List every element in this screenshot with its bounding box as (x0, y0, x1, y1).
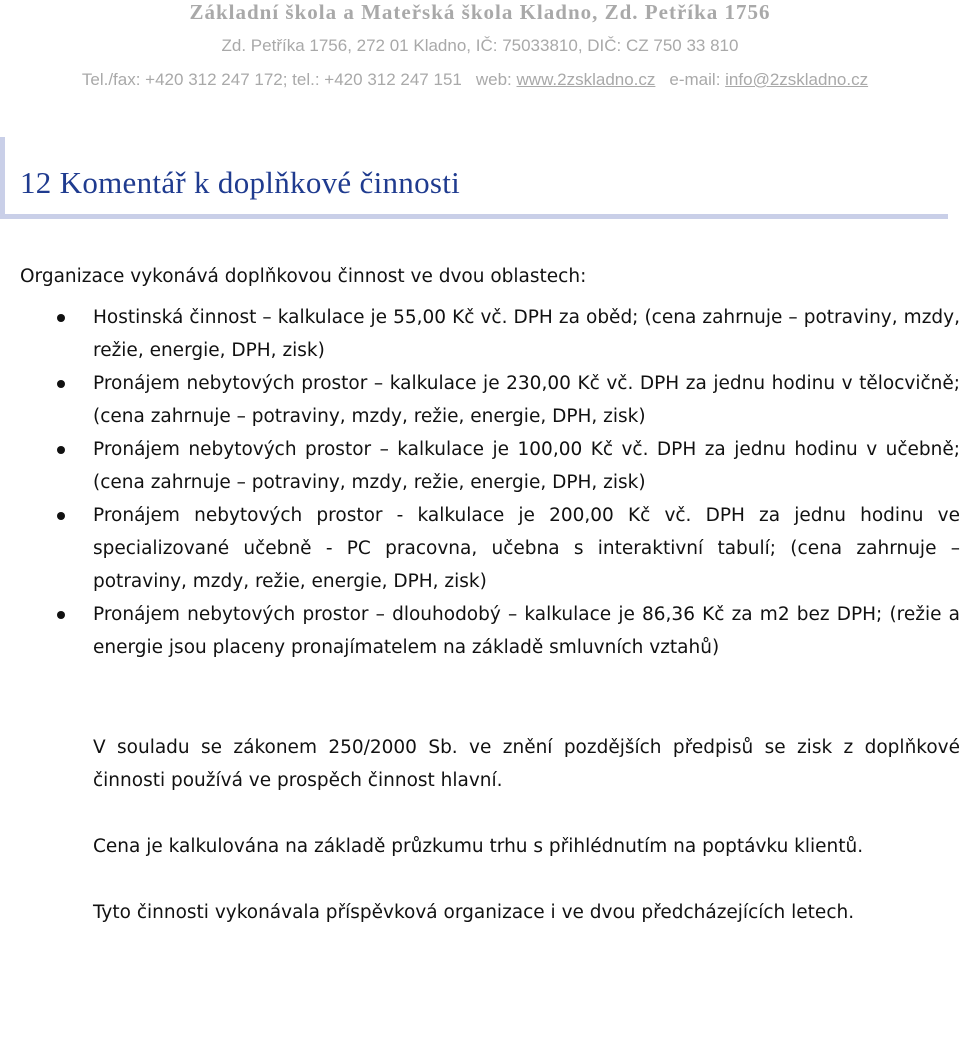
list-item (20, 499, 960, 598)
email-label: e-mail: (669, 70, 721, 89)
list-item-text: Pronájem nebytových prostor – kalkulace je 100,00 Kč vč. DPH za jednu hodinu v učebně; (cena zahrnuje – potraviny, mzdy, režie, energie, DPH, zisk) (93, 439, 960, 493)
activity-list (20, 301, 960, 664)
bullet-icon (57, 611, 65, 619)
list-item (20, 367, 960, 433)
list-item (20, 598, 960, 664)
letterhead (0, 0, 960, 90)
contact-line (0, 70, 960, 90)
paragraph-history: Tyto činnosti vykonávala příspěvková organizace i ve dvou předcházejících letech. (93, 902, 855, 923)
paragraph-law: V souladu se zákonem 250/2000 Sb. ve znění pozdějších předpisů se zisk z doplňkové činnosti používá ve prospěch činnost hlavní. (93, 737, 960, 791)
list-item-text: Pronájem nebytových prostor - kalkulace je 200,00 Kč vč. DPH za jednu hodinu ve specializované učebně - PC pracovna, učebna s interaktivní tabulí; (cena zahrnuje – potraviny, mzdy, režie, energie, DPH, zisk) (93, 505, 960, 592)
list-item-text: Pronájem nebytových prostor – kalkulace je 230,00 Kč vč. DPH za jednu hodinu v tělocvičně; (cena zahrnuje – potraviny, mzdy, režie, energie, DPH, zisk) (93, 373, 960, 427)
bullet-icon (57, 380, 65, 388)
bullet-icon (57, 446, 65, 454)
contact-phone: Tel./fax: +420 312 247 172; tel.: +420 312 247 151 (81, 70, 462, 89)
web-link[interactable]: www.2zskladno.cz (516, 70, 656, 89)
web-label: web: (475, 70, 512, 89)
school-address: Zd. Petříka 1756, 272 01 Kladno, IČ: 75033810, DIČ: CZ 750 33 810 (221, 36, 739, 55)
document-body (20, 260, 960, 929)
bullet-icon (57, 512, 65, 520)
list-item (20, 301, 960, 367)
intro-text: Organizace vykonává doplňkovou činnost ve dvou oblastech: (20, 266, 587, 287)
section-heading: 12 Komentář k doplňkové činnosti (20, 165, 461, 200)
paragraph-price: Cena je kalkulována na základě průzkumu trhu s přihlédnutím na poptávku klientů. (93, 836, 864, 857)
bullet-icon (57, 314, 65, 322)
list-item (20, 433, 960, 499)
school-name: Základní škola a Mateřská škola Kladno, Zd. Petříka 1756 (189, 0, 771, 24)
list-item-text: Hostinská činnost – kalkulace je 55,00 Kč vč. DPH za oběd; (cena zahrnuje – potraviny, mzdy, režie, energie, DPH, zisk) (93, 307, 960, 361)
list-item-text: Pronájem nebytových prostor – dlouhodobý – kalkulace je 86,36 Kč za m2 bez DPH; (režie a energie jsou placeny pronajímatelem na základě smluvních vztahů) (93, 604, 960, 658)
email-link[interactable]: info@2zskladno.cz (725, 70, 869, 89)
